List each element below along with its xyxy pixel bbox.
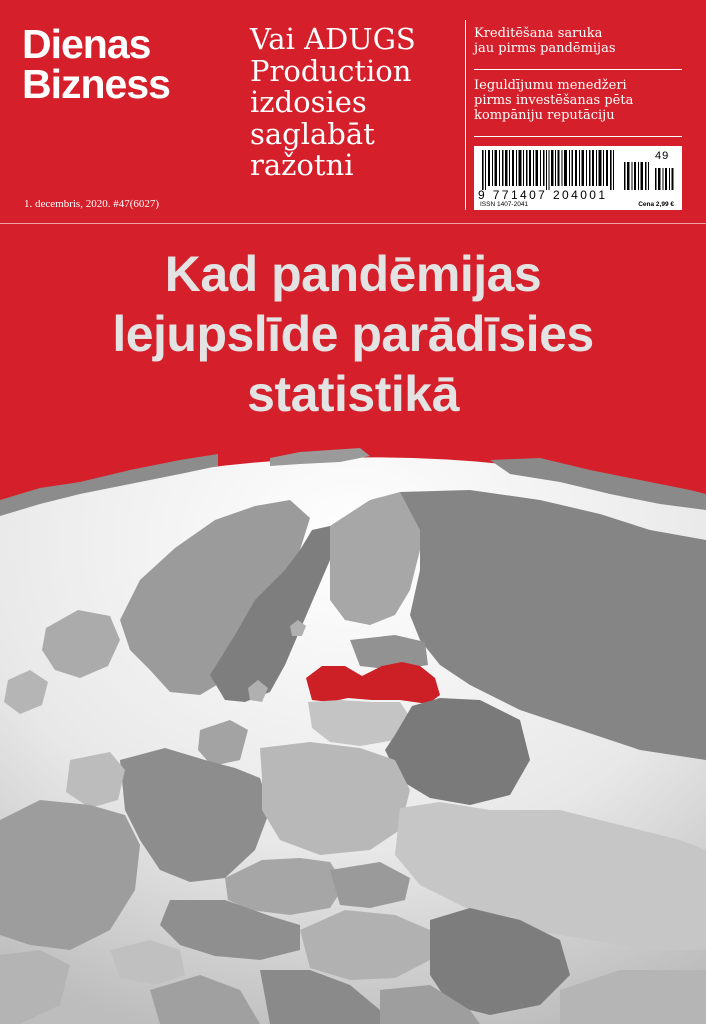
side-divider xyxy=(474,69,682,70)
barcode-addon: 49 xyxy=(655,150,670,162)
lead-story-headline xyxy=(250,24,416,182)
horizontal-divider xyxy=(0,223,706,224)
barcode-number: 9 771407 204001 xyxy=(478,188,608,202)
lead-line: ražotni xyxy=(250,148,354,182)
lead-line: izdosies xyxy=(250,85,367,119)
lead-line: Vai ADUGS xyxy=(250,22,416,56)
side-story-line: Kreditēšana saruka xyxy=(474,26,603,41)
masthead-logo xyxy=(22,21,170,107)
globe-map-illustration xyxy=(0,430,706,1024)
land-poland xyxy=(260,742,410,855)
cover-headline-line: statistikā xyxy=(247,366,459,422)
lead-line: saglabāt xyxy=(250,116,375,151)
issn: ISSN 1407-2041 xyxy=(480,201,529,208)
vertical-divider xyxy=(465,20,466,210)
side-story-investment xyxy=(474,78,686,123)
logo-line-1: Dienas xyxy=(22,21,151,67)
side-story-credit xyxy=(474,26,686,56)
barcode xyxy=(474,146,682,210)
side-story-line: jau pirms pandēmijas xyxy=(474,41,616,56)
side-divider xyxy=(474,136,682,137)
cover-story-headline xyxy=(0,244,706,424)
side-story-line: kompāniju reputāciju xyxy=(474,108,615,123)
side-story-line: pirms investēšanas pēta xyxy=(474,93,634,108)
cover-headline-line: lejupslīde parādīsies xyxy=(112,306,594,362)
side-story-line: Ieguldījumu menedžeri xyxy=(474,78,627,93)
logo-line-2: Bizness xyxy=(22,61,170,107)
lead-line: Production xyxy=(250,53,412,88)
price: Cena 2,99 € xyxy=(638,201,674,208)
issue-info: 1. decembris, 2020. #47(6027) xyxy=(24,198,160,210)
cover-headline-line: Kad pandēmijas xyxy=(164,246,542,302)
